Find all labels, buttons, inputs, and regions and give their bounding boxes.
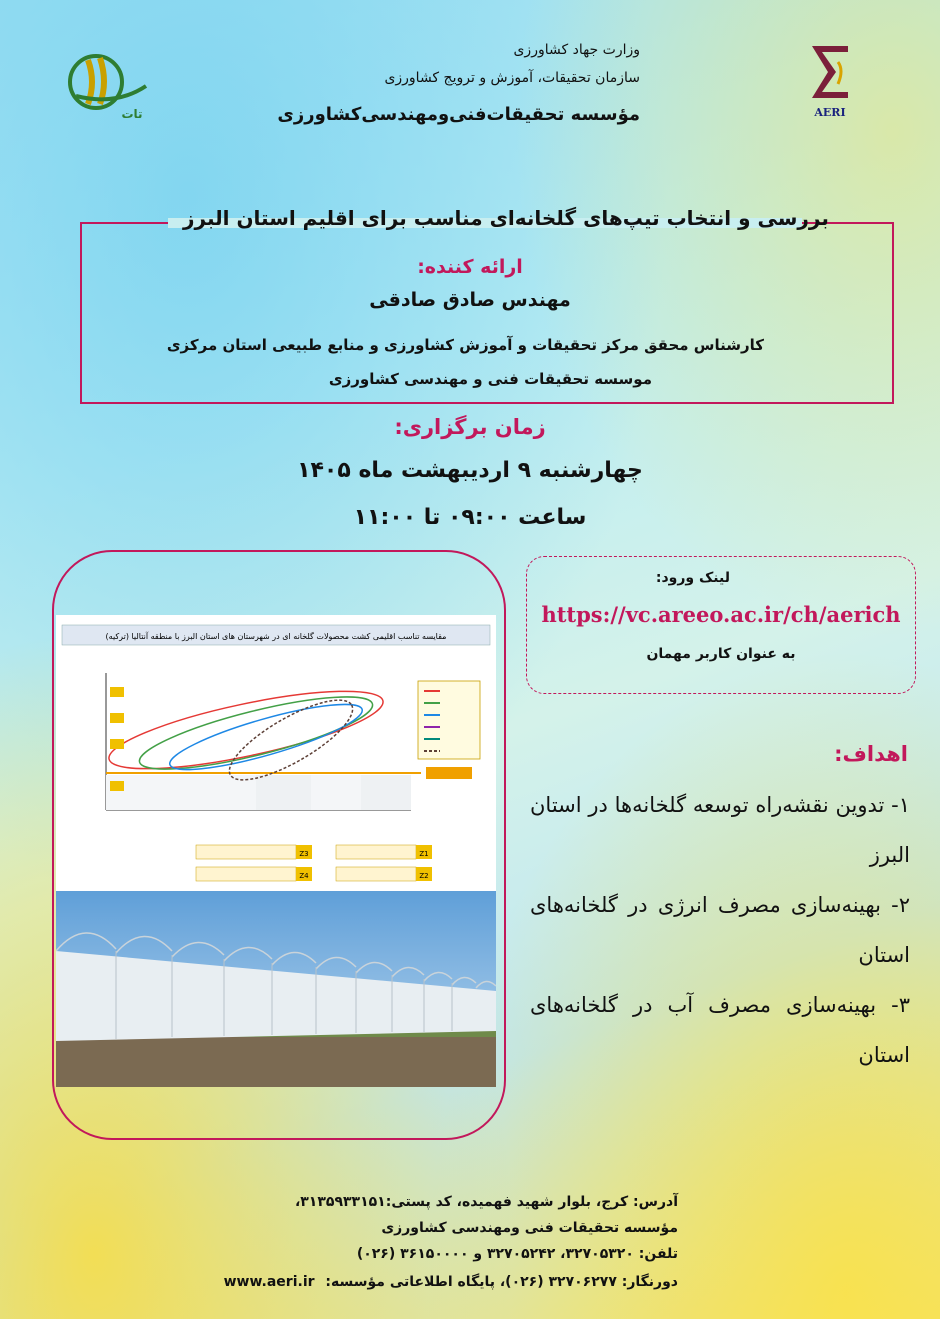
goal-item: ۱- تدوین نقشه‌راه توسعه گلخانه‌ها در استان البرز: [530, 793, 910, 867]
schedule-time: ساعت ۰۹:۰۰ تا ۱۱:۰۰: [353, 505, 587, 530]
footer-phone: تلفن: ۳۲۷۰۵۳۲۰، ۳۲۷۰۵۲۴۲ و ۳۶۱۵۰۰۰۰ (۰۲۶): [356, 1246, 678, 1262]
presenter-name: مهندس صادق صادقی: [369, 289, 571, 311]
presenter-role: کارشناس محقق مرکز تحقیقات و آموزش کشاورزی و منابع طبیعی استان مرکزی: [166, 336, 764, 354]
organization-name: سازمان تحقیقات، آموزش و ترویج کشاورزی: [384, 70, 640, 86]
climate-chart-image: [56, 615, 496, 891]
presenter-label: ارائه کننده:: [417, 256, 523, 278]
greenhouse-photo: [56, 891, 496, 1087]
link-label: لینک ورود:: [655, 570, 730, 586]
footer-institute: مؤسسه تحقیقات فنی ومهندسی کشاورزی: [381, 1220, 678, 1236]
schedule-date: چهارشنبه ۹ اردیبهشت ماه ۱۴۰۵: [297, 458, 643, 483]
schedule-label: زمان برگزاری:: [394, 415, 546, 439]
goals-title: اهداف:: [834, 742, 908, 766]
guest-note: به عنوان کاربر مهمان: [646, 646, 796, 662]
institute-name: مؤسسه تحقیقات‌فنی‌و‌مهندسی‌کشاورزی: [277, 104, 640, 125]
ministry-name: وزارت جهاد کشاورزی: [513, 42, 640, 58]
lecture-title: بررسی و انتخاب تیپ‌های گلخانه‌ای مناسب برای اقلیم استان البرز: [183, 206, 829, 230]
aeri-logo: [808, 42, 852, 122]
footer-fax-text: دورنگار: ۳۲۷۰۶۲۷۷ (۰۲۶)، پایگاه اطلاعاتی مؤسسه:: [325, 1274, 678, 1290]
goal-item: ۲- بهینه‌سازی مصرف انرژی در گلخانه‌های استان: [530, 893, 910, 967]
taat-logo: [62, 40, 162, 130]
aeri-logo-text: AERI: [814, 106, 846, 119]
zone-z1: Z1: [419, 850, 429, 858]
chart-title: مقایسه تناسب اقلیمی کشت محصولات گلخانه ای در شهرستان های استان البرز با منطقه آنتالیا (ترکیه): [105, 632, 447, 641]
goal-item: ۳- بهینه‌سازی مصرف آب در گلخانه‌های استان: [530, 993, 910, 1067]
taat-logo-text: تات: [121, 107, 143, 121]
zone-z2: Z2: [419, 872, 429, 880]
presenter-institute: موسسه تحقیقات فنی و مهندسی کشاورزی: [328, 370, 652, 388]
footer-website[interactable]: www.aeri.ir: [223, 1274, 315, 1290]
footer-fax: [224, 1274, 678, 1290]
zone-z3: Z3: [299, 850, 309, 858]
zone-z4: Z4: [299, 872, 309, 880]
join-link[interactable]: https://vc.areeo.ac.ir/ch/aerich: [541, 602, 901, 627]
footer-address: آدرس: کرج، بلوار شهید فهمیده، کد پستی:۳۱۳۵۹۳۳۱۵۱،: [294, 1194, 678, 1210]
